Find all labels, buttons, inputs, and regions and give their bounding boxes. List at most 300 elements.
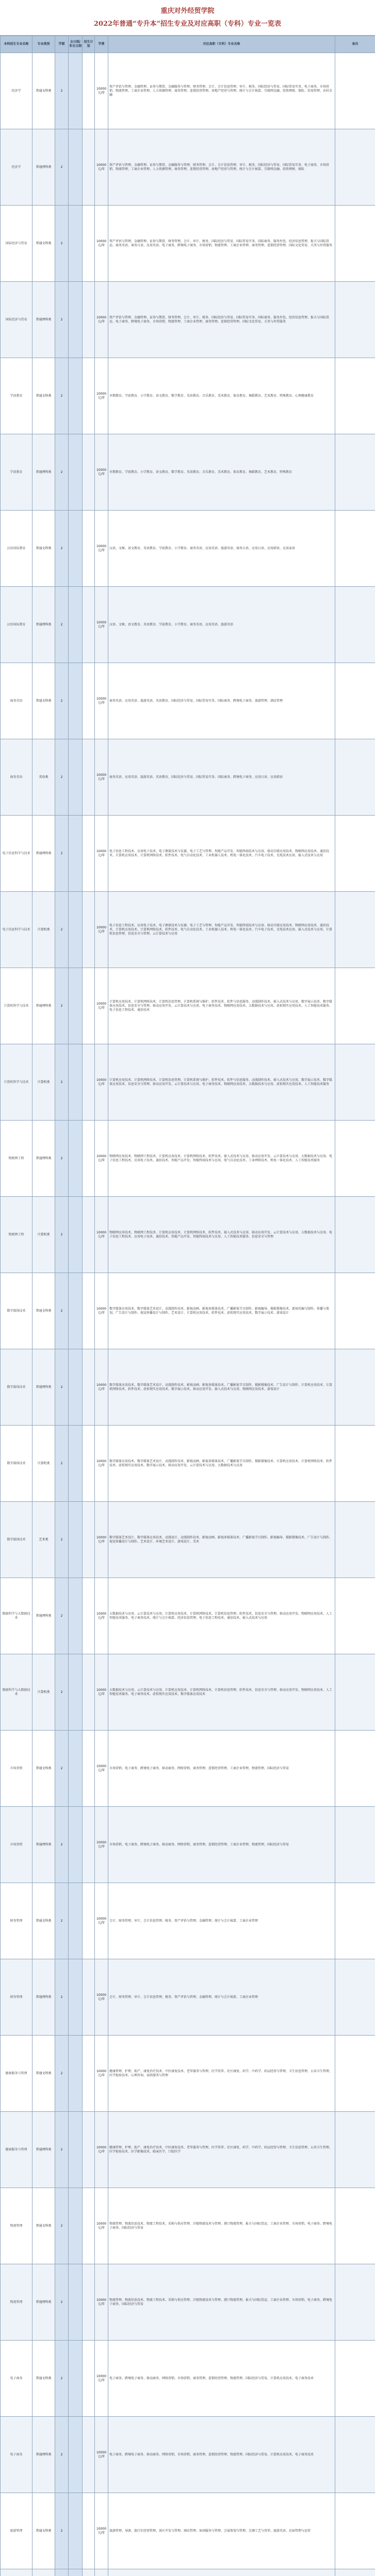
fee-cell: 10000元/年 [95,816,108,892]
table-row [1,2188,375,2264]
plan-cell [83,511,95,587]
category-cell: 普通文科类 [32,2493,55,2569]
note-cell [335,53,375,129]
category-cell: 计算机类 [32,1654,55,1731]
years-cell: 2 [55,2112,69,2188]
vocational-majors-cell: 物联网应用技术、物联网工程技术、计算机应用技术、计算机网络技术、软件技术、嵌入式技术与应用、移动应用开发、云计算技术与应用、大数据技术与应用、电子信息工程技术、应用电子技术、通信技术、智能产品开发、智能终端技术与应用、电气自动化技术、工业网络技术、机电一体化技术、人工智能技术服务 [108,1121,335,1197]
table-row [1,1654,375,1731]
note-cell [335,358,375,434]
note-cell [335,1502,375,1578]
years-cell: 2 [55,2188,69,2264]
vocational-majors-cell: 数字媒体应用技术、数字媒体艺术设计、动漫制作技术、影视动画、影视多媒体技术、广播影视节目制作、摄影摄像技术、广告设计与制作、计算机应用技术、计算机网络技术、软件技术、虚拟现实应用技术、数字展示技术、移动应用开发、嵌入式技术与应用、物联网应用技术、游戏设计 [108,1349,335,1426]
vocational-majors-cell: 大数据技术与应用、云计算技术与应用、计算机应用技术、计算机网络技术、计算机信息管理、软件技术、信息安全与管理、移动应用开发、物联网应用技术、人工智能技术服务、电子商务技术、虚拟现实应用技术、数字媒体应用技术 [108,1654,335,1731]
table-row [1,1044,375,1121]
years-cell: 2 [55,2036,69,2112]
plan-cell [83,2569,95,2576]
page-title: 2022年普通“专升本”招生专业及对应高职（专科）专业一览表 [93,20,282,28]
vocational-majors-cell: 大数据技术与应用、云计算技术与应用、计算机应用技术、计算机网络技术、计算机信息管理、软件技术、信息安全与管理、移动应用开发、物联网应用技术、人工智能技术服务、电子商务技术、统计与会计核算、经济信息管理、电子信息工程技术、通信技术、嵌入式技术与应用 [108,1578,335,1654]
category-cell: 艺术类 [32,1502,55,1578]
plan-cell [83,206,95,282]
fee-cell: 10000元/年 [95,739,108,816]
note-cell [335,663,375,739]
vocational-majors-cell: 汉语、文秘、语文教育、英语教育、学前教育、小学教育、商务英语、应用英语、旅游英语、商务日语、应用日语、应用韩语、应用泰语 [108,511,335,587]
table-row [1,358,375,434]
note-cell [335,816,375,892]
years-cell: 2 [55,1197,69,1273]
category-cell: 普通理科类 [32,129,55,206]
plan-cell [83,816,95,892]
mode-cell [69,739,83,816]
table-row [1,2036,375,2112]
category-cell: 普通理科类 [32,2417,55,2493]
plan-cell [83,1502,95,1578]
major-cell: 数据科学与大数据技术 [1,1578,32,1654]
years-cell: 2 [55,358,69,434]
table-row [1,1807,375,1883]
category-cell: 普通理科类 [32,587,55,663]
plan-cell [83,2188,95,2264]
category-cell: 普通理科类 [32,1121,55,1197]
table-row [1,1349,375,1426]
mode-cell [69,1883,83,1959]
table-row [1,129,375,206]
years-cell [55,2569,69,2576]
vocational-majors-cell: 数字媒体应用技术、数字媒体艺术设计、动漫制作技术、影视动画、影视多媒体技术、广播影视节目制作、摄影摄像技术、计算机应用技术、计算机网络技术、软件技术、虚拟现实应用技术、数字展示技术、移动应用开发、云计算技术与应用、大数据技术与应用 [108,1426,335,1502]
vocational-majors-cell: 资产评估与管理、金融管理、证券与期货、金融服务与管理、财务管理、会计、会计信息管理、审计、税务、国际经济与贸易、国际贸易实务、电子商务、市场营销、物流管理、工商企业管理、人力资源管理、商务管理、连锁经营管理、房地产经营与管理、统计与会计核算、互联网金融、投资理财、保险 [108,129,335,206]
category-cell [32,2569,55,2576]
fee-cell: 10000元/年 [95,206,108,282]
years-cell: 2 [55,892,69,968]
years-cell: 2 [55,663,69,739]
fee-cell: 10000元/年 [95,2112,108,2188]
note-cell [335,1578,375,1654]
vocational-majors-cell: 物流管理、物流信息技术、物流工程技术、采购与供应管理、冷链物流技术与管理、港口物流管理、报关与国际货运、工商企业管理、市场营销、电子商务、跨境电子商务、国际经济与贸易 [108,2188,335,2264]
note-cell [335,1883,375,1959]
plan-cell [83,1883,95,1959]
note-cell [335,2417,375,2493]
major-cell: 国际经济与贸易 [1,282,32,358]
plan-cell [83,1807,95,1883]
vocational-majors-cell: 电子信息工程技术、应用电子技术、电子测量技术与仪器、电子工艺与管理、智能产品开发、智能终端技术与应用、移动互联应用技术、物联网应用技术、通信技术、计算机应用技术、计算机网络技术、软件技术、电气自动化技术、工业机器人技术、机电一体化技术、汽车电子技术、光电技术应用、嵌入式技术与应用、计算机信息管理、信息安全与管理、云计算技术与应用 [108,892,335,968]
vocational-majors-cell: 商务英语、应用英语、旅游英语、英语教育、国际经济与贸易、国际贸易实务、国际商务、跨境电子商务、应用日语、应用韩语 [108,739,335,816]
table-header-row [1,36,375,53]
mode-cell [69,663,83,739]
table-row [1,2112,375,2188]
category-cell: 普通理科类 [32,816,55,892]
note-cell [335,587,375,663]
fee-cell: 10000元/年 [95,1578,108,1654]
category-cell: 普通理科类 [32,1349,55,1426]
category-cell: 普通理科类 [32,282,55,358]
mode-cell [69,53,83,129]
table-row [1,968,375,1044]
category-cell: 普通文科类 [32,663,55,739]
major-cell: 电子商务 [1,2417,32,2493]
fee-cell: 10000元/年 [95,2493,108,2569]
vocational-majors-cell: 市场营销、电子商务、跨境电子商务、移动商务、网络营销、商务管理、连锁经营管理、工商企业管理、物流管理、国际经济与贸易 [108,1807,335,1883]
mode-cell [69,968,83,1044]
plan-cell [83,2341,95,2417]
table-row [1,1121,375,1197]
note-cell [335,2341,375,2417]
years-cell: 2 [55,2341,69,2417]
note-cell [335,129,375,206]
years-cell: 2 [55,53,69,129]
mode-cell [69,1197,83,1273]
table-row [1,1959,375,2036]
major-cell: 物联网工程 [1,1197,32,1273]
category-cell: 普通文科类 [32,1883,55,1959]
vocational-majors-cell: 资产评估与管理、金融管理、证券与期货、财务管理、会计、审计、税务、国际经济与贸易、国际贸易实务、国际商务、服务外包、经济信息管理、报关与国际货运、商务英语、商务日语、应用英语、电子商务、跨境电子商务、市场营销、物流管理、工商企业管理、商务管理、连锁经营管理、国际文化贸易、关务与外贸服务 [108,206,335,282]
major-cell: 市场营销 [1,1731,32,1807]
category-cell: 普通理科类 [32,2264,55,2341]
category-cell: 计算机类 [32,892,55,968]
mode-cell [69,2264,83,2341]
major-cell: 数字媒体技术 [1,1273,32,1349]
category-cell: 普通理科类 [32,968,55,1044]
years-cell: 2 [55,206,69,282]
vocational-majors-cell: 电子商务、跨境电子商务、移动商务、网络营销、市场营销、商务管理、连锁经营管理、物流管理、国际经济与贸易、计算机应用技术、电子商务技术 [108,2417,335,2493]
note-cell [335,892,375,968]
mode-cell [69,892,83,968]
table-row [1,663,375,739]
mode-cell [69,816,83,892]
fee-cell: 10000元/年 [95,1654,108,1731]
mode-cell [69,1426,83,1502]
table-row [1,587,375,663]
mode-cell [69,1121,83,1197]
category-cell: 普通文科类 [32,358,55,434]
table-row [1,1883,375,1959]
col-header: 专业类别 [32,36,55,53]
vocational-majors-cell: 数字媒体应用技术、数字媒体艺术设计、动漫制作技术、影视动画、影视多媒体技术、广播影视节目制作、影视编导、摄影摄像技术、新闻采编与制作、传播与策划、广告设计与制作、视觉传播设计与制作、艺术设计、计算机应用技术、软件技术、虚拟现实应用技术、数字展示技术、游戏设计 [108,1273,335,1349]
major-cell: 财务管理 [1,1883,32,1959]
category-cell: 普通文科类 [32,2188,55,2264]
mode-cell [69,1959,83,2036]
note-cell [335,739,375,816]
years-cell: 2 [55,2264,69,2341]
mode-cell [69,2112,83,2188]
years-cell: 2 [55,1807,69,1883]
category-cell: 普通理科类 [32,1959,55,2036]
years-cell: 2 [55,1883,69,1959]
fee-cell: 10000元/年 [95,892,108,968]
mode-cell [69,129,83,206]
table-row [1,2264,375,2341]
category-cell: 普通理科类 [32,2112,55,2188]
table-row [1,1731,375,1807]
mode-cell [69,1807,83,1883]
fee-cell: 10000元/年 [95,587,108,663]
category-cell: 计算机类 [32,1197,55,1273]
vocational-majors-cell: 早期教育、学前教育、小学教育、语文教育、数学教育、英语教育、音乐教育、美术教育、体育教育、舞蹈教育、艺术教育、特殊教育、心理健康教育 [108,358,335,434]
plan-cell [83,2036,95,2112]
plan-cell [83,129,95,206]
mode-cell [69,1273,83,1349]
mode-cell [69,1654,83,1731]
years-cell: 2 [55,434,69,511]
col-header: 学费 [95,36,108,53]
vocational-majors-cell: 会计、财务管理、审计、会计信息管理、税务、资产评估与管理、金融管理、统计与会计核算、工商企业管理 [108,1959,335,2036]
plan-cell [83,587,95,663]
fee-cell: 10000元/年 [95,1883,108,1959]
years-cell: 2 [55,511,69,587]
col-header: 本科招生专业名称 [1,36,32,53]
major-cell: 商务英语 [1,663,32,739]
plan-cell [83,1578,95,1654]
col-header: 全日制/非全日制 [69,36,83,53]
mode-cell [69,2569,83,2576]
note-cell [335,282,375,358]
vocational-majors-cell: 早期教育、学前教育、小学教育、语文教育、数学教育、英语教育、音乐教育、美术教育、体育教育、舞蹈教育、艺术教育、特殊教育 [108,434,335,511]
col-header: 招生计划 [83,36,95,53]
fee-cell: 10000元/年 [95,1959,108,2036]
category-cell: 普通文科类 [32,2036,55,2112]
vocational-majors-cell: 旅游管理、导游、旅行社经营管理、景区开发与管理、酒店管理、休闲服务与管理、会展策划与管理、烹调工艺与营养、旅游英语、民宿管理与运营 [108,2493,335,2569]
fee-cell: 10000元/年 [95,1273,108,1349]
fee-cell: 10000元/年 [95,2264,108,2341]
mode-cell [69,2493,83,2569]
note-cell [335,2264,375,2341]
major-cell: 计算机科学与技术 [1,968,32,1044]
fee-cell: 10000元/年 [95,1426,108,1502]
major-cell: 经济学 [1,129,32,206]
note-cell [335,1426,375,1502]
fee-cell: 10000元/年 [95,968,108,1044]
table-body [1,53,375,2576]
plan-cell [83,1731,95,1807]
major-cell: 电子商务 [1,2341,32,2417]
note-cell [335,2112,375,2188]
major-cell: 数字媒体技术 [1,1502,32,1578]
note-cell [335,1731,375,1807]
years-cell: 2 [55,816,69,892]
major-cell: 旅游管理 [1,2493,32,2569]
note-cell [335,1654,375,1731]
plan-cell [83,663,95,739]
plan-cell [83,739,95,816]
table-row [1,2493,375,2569]
note-cell [335,1121,375,1197]
vocational-majors-cell: 会计、财务管理、审计、会计信息管理、税务、资产评估与管理、金融管理、统计与会计核算、工商企业管理 [108,1883,335,1959]
plan-cell [83,2493,95,2569]
plan-cell [83,358,95,434]
plan-cell [83,2417,95,2493]
years-cell: 2 [55,1121,69,1197]
major-cell: 学前教育 [1,358,32,434]
fee-cell: 10000元/年 [95,1197,108,1273]
plan-cell [83,2112,95,2188]
category-cell: 普通文科类 [32,53,55,129]
major-cell: 数字媒体技术 [1,1426,32,1502]
fee-cell: 10000元/年 [95,1121,108,1197]
mode-cell [69,2341,83,2417]
plan-cell [83,1273,95,1349]
table-row [1,434,375,511]
years-cell: 2 [55,282,69,358]
table-row [1,282,375,358]
table-row [1,1578,375,1654]
category-cell: 英语类 [32,739,55,816]
major-cell: 健康服务与管理 [1,2112,32,2188]
vocational-majors-cell: 汉语、文秘、语文教育、英语教育、学前教育、小学教育、商务英语、应用英语、旅游英语 [108,587,335,663]
fee-cell: 10000元/年 [95,1807,108,1883]
years-cell: 2 [55,1349,69,1426]
note-cell [335,1044,375,1121]
plan-cell [83,1654,95,1731]
fee-cell: 10000元/年 [95,1502,108,1578]
category-cell: 普通理科类 [32,1807,55,1883]
note-cell [335,511,375,587]
table-row [1,2341,375,2417]
years-cell: 2 [55,1731,69,1807]
mode-cell [69,434,83,511]
plan-cell [83,1044,95,1121]
table-row [1,1426,375,1502]
fee-cell: 10000元/年 [95,53,108,129]
years-cell: 2 [55,2417,69,2493]
category-cell: 普通文科类 [32,1273,55,1349]
years-cell: 2 [55,1578,69,1654]
fee-cell: 10000元/年 [95,1731,108,1807]
vocational-majors-cell: 资产评估与管理、金融管理、证券与期货、金融服务与管理、财务管理、会计、会计信息管理、审计、税务、国际经济与贸易、国际贸易实务、电子商务、市场营销、物流管理、工商企业管理、人力资源管理、商务管理、连锁经营管理、房地产经营与管理、统计与会计核算、互联网金融、投资理财、保险、信用管理、农村金融 [108,53,335,129]
note-cell [335,2188,375,2264]
col-header: 对应高职（专科）专业名称 [108,36,335,53]
category-cell: 计算机类 [32,1426,55,1502]
years-cell: 2 [55,1959,69,2036]
major-cell: 数字媒体技术 [1,1349,32,1426]
vocational-majors-cell: 商务英语、应用英语、旅游英语、英语教育、国际经济与贸易、国际贸易实务、国际商务、跨境电子商务、旅游管理、酒店管理 [108,663,335,739]
years-cell: 2 [55,1502,69,1578]
table-row [1,2417,375,2493]
vocational-majors-cell: 市场营销、电子商务、跨境电子商务、移动商务、网络营销、商务管理、连锁经营管理、工商企业管理、物流管理、国际经济与贸易 [108,1731,335,1807]
note-cell [335,1349,375,1426]
mode-cell [69,2417,83,2493]
table-row [1,1273,375,1349]
major-cell: 市场营销 [1,1807,32,1883]
plan-cell [83,434,95,511]
fee-cell: 10000元/年 [95,434,108,511]
years-cell: 2 [55,968,69,1044]
category-cell: 计算机类 [32,1044,55,1121]
category-cell: 普通文科类 [32,511,55,587]
category-cell: 普通理科类 [32,1578,55,1654]
years-cell: 2 [55,1044,69,1121]
plan-cell [83,1349,95,1426]
vocational-majors-cell: 计算机应用技术、计算机网络技术、计算机信息管理、计算机系统与维护、软件技术、软件与信息服务、动漫制作技术、嵌入式技术与应用、数字展示技术、数字媒体应用技术、信息安全与管理、移动应用开发、云计算技术与应用、电子商务技术、物联网应用技术、大数据技术与应用、虚拟现实应用技术、人工智能技术服务、电子信息工程技术、通信技术 [108,968,335,1044]
note-cell [335,2493,375,2569]
years-cell: 2 [55,129,69,206]
plan-cell [83,2264,95,2341]
table-row [1,511,375,587]
vocational-majors-cell: 资产评估与管理、金融管理、证券与期货、财务管理、会计、审计、税务、国际经济与贸易、国际贸易实务、国际商务、服务外包、经济信息管理、报关与国际货运、电子商务、跨境电子商务、市场营销、物流管理、工商企业管理、商务管理、连锁经营管理、国际文化贸易、关务与外贸服务 [108,282,335,358]
major-cell: 电子信息科学与技术 [1,816,32,892]
fee-cell: 10000元/年 [95,1044,108,1121]
mode-cell [69,2036,83,2112]
fee-cell: 10000元/年 [95,2036,108,2112]
vocational-majors-cell: 计算机应用技术、计算机网络技术、计算机信息管理、计算机系统与维护、软件技术、软件与信息服务、动漫制作技术、嵌入式技术与应用、数字展示技术、数字媒体应用技术、信息安全与管理、移动应用开发、云计算技术与应用、电子商务技术、物联网应用技术、大数据技术与应用、虚拟现实应用技术、人工智能技术服务 [108,1044,335,1121]
major-cell: 数据科学与大数据技术 [1,1654,32,1731]
major-cell: 国际经济与贸易 [1,206,32,282]
school-name: 重庆对外经贸学院 [160,7,215,15]
vocational-majors-cell: 数字媒体艺术设计、数字媒体应用技术、动漫设计、动漫制作技术、影视动画、影视多媒体技术、广播影视节目制作、影视编导、摄影摄像技术、广告设计与制作、视觉传播设计与制作、艺术设计、环境艺术设计、游戏设计、美术 [108,1502,335,1578]
major-cell: 商务英语 [1,739,32,816]
fee-cell: 10000元/年 [95,2341,108,2417]
note-cell [335,206,375,282]
mode-cell [69,511,83,587]
note-cell [335,1197,375,1273]
table-row [1,892,375,968]
vocational-majors-cell [108,2569,335,2576]
mode-cell [69,587,83,663]
years-cell: 2 [55,1273,69,1349]
mode-cell [69,1578,83,1654]
plan-cell [83,1426,95,1502]
note-cell [335,434,375,511]
note-cell [335,1273,375,1349]
mode-cell [69,1502,83,1578]
major-cell: 汉语国际教育 [1,587,32,663]
col-header: 备注 [335,36,375,53]
vocational-majors-cell: 电子信息工程技术、应用电子技术、电子测量技术与仪器、电子工艺与管理、智能产品开发、智能终端技术与应用、移动互联应用技术、物联网应用技术、通信技术、计算机应用技术、计算机网络技术、软件技术、电气自动化技术、工业机器人技术、机电一体化技术、汽车电子技术、光电技术应用、嵌入式技术与应用 [108,816,335,892]
note-cell [335,1959,375,2036]
mode-cell [69,206,83,282]
table-row [1,816,375,892]
major-cell: 物联网工程 [1,1121,32,1197]
col-header: 学制 [55,36,69,53]
category-cell: 普通文科类 [32,2341,55,2417]
plan-cell [83,892,95,968]
years-cell: 2 [55,1654,69,1731]
vocational-majors-cell: 电子商务、跨境电子商务、移动商务、网络营销、市场营销、商务管理、连锁经营管理、物流管理、国际经济与贸易、计算机应用技术、电子商务技术 [108,2341,335,2417]
page-header [0,0,375,36]
fee-cell: 10000元/年 [95,663,108,739]
major-cell: 电子信息科学与技术 [1,892,32,968]
plan-cell [83,282,95,358]
years-cell: 2 [55,739,69,816]
plan-cell [83,1959,95,2036]
category-cell: 普通理科类 [32,434,55,511]
mode-cell [69,1044,83,1121]
vocational-majors-cell: 物流管理、物流信息技术、物流工程技术、采购与供应管理、冷链物流技术与管理、港口物流管理、报关与国际货运、工商企业管理、市场营销、电子商务、跨境电子商务、国际经济与贸易 [108,2264,335,2341]
years-cell: 2 [55,587,69,663]
table-row [1,2569,375,2576]
fee-cell [95,2569,108,2576]
plan-cell [83,53,95,129]
major-cell: 经济学 [1,53,32,129]
fee-cell: 10000元/年 [95,1349,108,1426]
note-cell [335,968,375,1044]
major-cell: 物流管理 [1,2188,32,2264]
mode-cell [69,1349,83,1426]
vocational-majors-cell: 物联网应用技术、物联网工程技术、计算机应用技术、计算机网络技术、软件技术、嵌入式技术与应用、移动应用开发、云计算技术与应用、大数据技术与应用、电子信息工程技术、应用电子技术、通信技术、智能产品开发、智能终端技术与应用、人工智能技术服务、信息安全与管理 [108,1197,335,1273]
mode-cell [69,1731,83,1807]
years-cell: 2 [55,1426,69,1502]
plan-cell [83,968,95,1044]
note-cell [335,2569,375,2576]
table-row [1,1197,375,1273]
major-cell [1,2569,32,2576]
major-cell: 计算机科学与技术 [1,1044,32,1121]
major-cell: 汉语国际教育 [1,511,32,587]
plan-cell [83,1197,95,1273]
fee-cell: 10000元/年 [95,2188,108,2264]
note-cell [335,1807,375,1883]
table-row [1,1502,375,1578]
major-cell: 物流管理 [1,2264,32,2341]
note-cell [335,2036,375,2112]
table-row [1,739,375,816]
